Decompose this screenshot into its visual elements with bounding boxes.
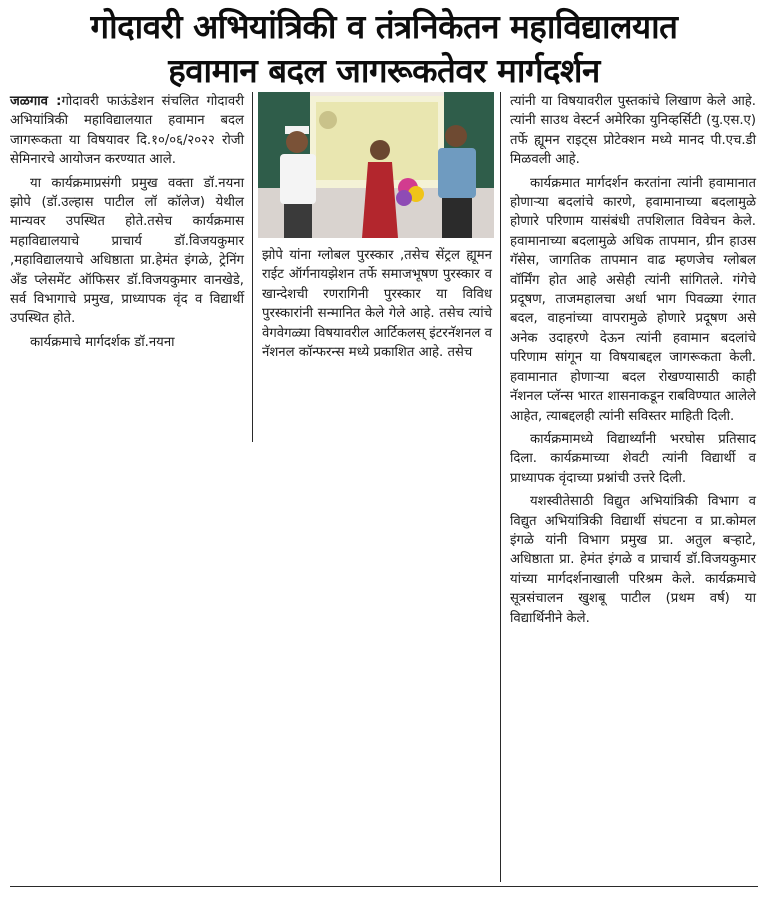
paragraph: कार्यक्रमामध्ये विद्यार्थ्यांनी भरघोस प्रतिसाद दिला. कार्यक्रमाच्या शेवटी त्यांनी विद्यार्थी व प्राध्यापक वृंदाच्या प्रश्नांची उत्तरे दिली.: [510, 431, 756, 486]
paragraph: या कार्यक्रमाप्रसंगी प्रमुख वक्ता डॉ.नयना झोपे (डॉ.उल्हास पाटील लॉ कॉलेज) येथील मान्यवर उपस्थित होते.तसेच कार्यक्रमास महाविद्यालयाचे प्राचार्य डॉ.विजयकुमार ,महाविद्यालयाचे अधिष्ठाता प्रा.हेमंत इंगळे, ट्रेनिंग अँड प्लेसमेंट ऑफिसर डॉ.विजयकुमार वानखेडे, सर्व विभागाचे प्रमुख, प्राध्यापक वृंद व विद्यार्थी उपस्थित होते.: [10, 175, 244, 327]
article-column-1: [10, 92, 244, 356]
article-column-3: [510, 92, 756, 632]
bottom-rule: [10, 886, 758, 887]
headline-line-2: हवामान बदल जागरूकतेवर मार्गदर्शन: [168, 51, 600, 90]
headline-line-1: गोदावरी अभियांत्रिकी व तंत्रनिकेतन महाविद्यालयात: [90, 7, 678, 46]
column-rule: [500, 92, 501, 882]
paragraph: कार्यक्रमात मार्गदर्शन करतांना त्यांनी हवामानात होणाऱ्या बदलांचे कारणे, हवामानाच्या बदलामुळे होणारे परिणाम यासंबंधी तपशिलात विवेचन केले. हवामानाच्या बदलामुळे अधिक तापमान, ग्रीन हाउस गॅसेस, जागतिक तापमान वाढ म्हणजेच ग्लोबल वॉर्मिंग होत आहे असेही त्यांनी सांगितले. गंगेचे प्रदूषण, ताजमहालचा अर्धा भाग पिवळ्या रंगात बदल, वाहनांच्या वापरामुळे होणारे प्रदूषण असे अनेक उदाहरणे देऊन त्यांनी हवामान बदलांचे परिणाम सांगून या विषयाबद्दल जागरूकता केली. हवामानात होणाऱ्या बदल रोखण्यासाठी काही नॅशनल प्लॅन्स भारत शासनाकडून राबविण्यात आलेले आहेत, त्याबद्दलही त्यांनी सविस्तर माहिती दिली.: [510, 175, 756, 424]
paragraph: झोपे यांना ग्लोबल पुरस्कार ,तसेच सेंट्रल ह्यूमन राईट ऑर्गनायझेशन तर्फे समाजभूषण पुरस्कार व खान्देशची रणरागिनी पुरस्कार या विविध पुरस्कारांनी सन्मानित केले गेले आहे. तसेच त्यांचे वेगवेगळ्या विषयावरील आर्टिकलस् इंटरनॅशनल व नॅशनल कॉन्फरन्स मध्ये प्रकाशित आहे. तसेच: [262, 248, 492, 361]
dateline: जळगाव :: [10, 94, 62, 109]
event-photo: [258, 92, 494, 238]
article-column-2: [262, 246, 492, 366]
paragraph: त्यांनी या विषयावरील पुस्तकांचे लिखाण केले आहे. त्यांनी साउथ वेस्टर्न अमेरिका युनिव्हर्सिटी (यु.एस.ए) तर्फे ह्यूमन राइट्स प्रोटेक्शन मध्ये मानद पी.एच.डी मिळवली आहे.: [510, 94, 756, 168]
lead-text: गोदावरी फाऊंडेशन संचलित गोदावरी अभियांत्रिकी महाविद्यालयात हवामान बदल जागरूकता या विषयावर दि.१०/०६/२०२२ रोजी सेमिनारचे आयोजन करण्यात आले.: [10, 94, 244, 168]
column-rule: [252, 92, 253, 442]
paragraph: यशस्वीतेसाठी विद्युत अभियांत्रिकी विभाग व विद्युत अभियांत्रिकी विद्यार्थी संघटना व प्रा.कोमल इंगळे यांनी विभाग प्रमुख प्रा. अतुल बऱ्हाटे, अधिष्ठाता प्रा. हेमंत इंगळे व प्राचार्य डॉ.विजयकुमार यांच्या मार्गदर्शनाखाली परिश्रम केले. कार्यक्रमाचे सूत्रसंचालन खुशबू पाटील (प्रथम वर्ष) या विद्यार्थिनीने केले.: [510, 494, 756, 626]
lead-paragraph: [10, 92, 244, 170]
paragraph: कार्यक्रमाचे मार्गदर्शक डॉ.नयना: [30, 334, 175, 350]
